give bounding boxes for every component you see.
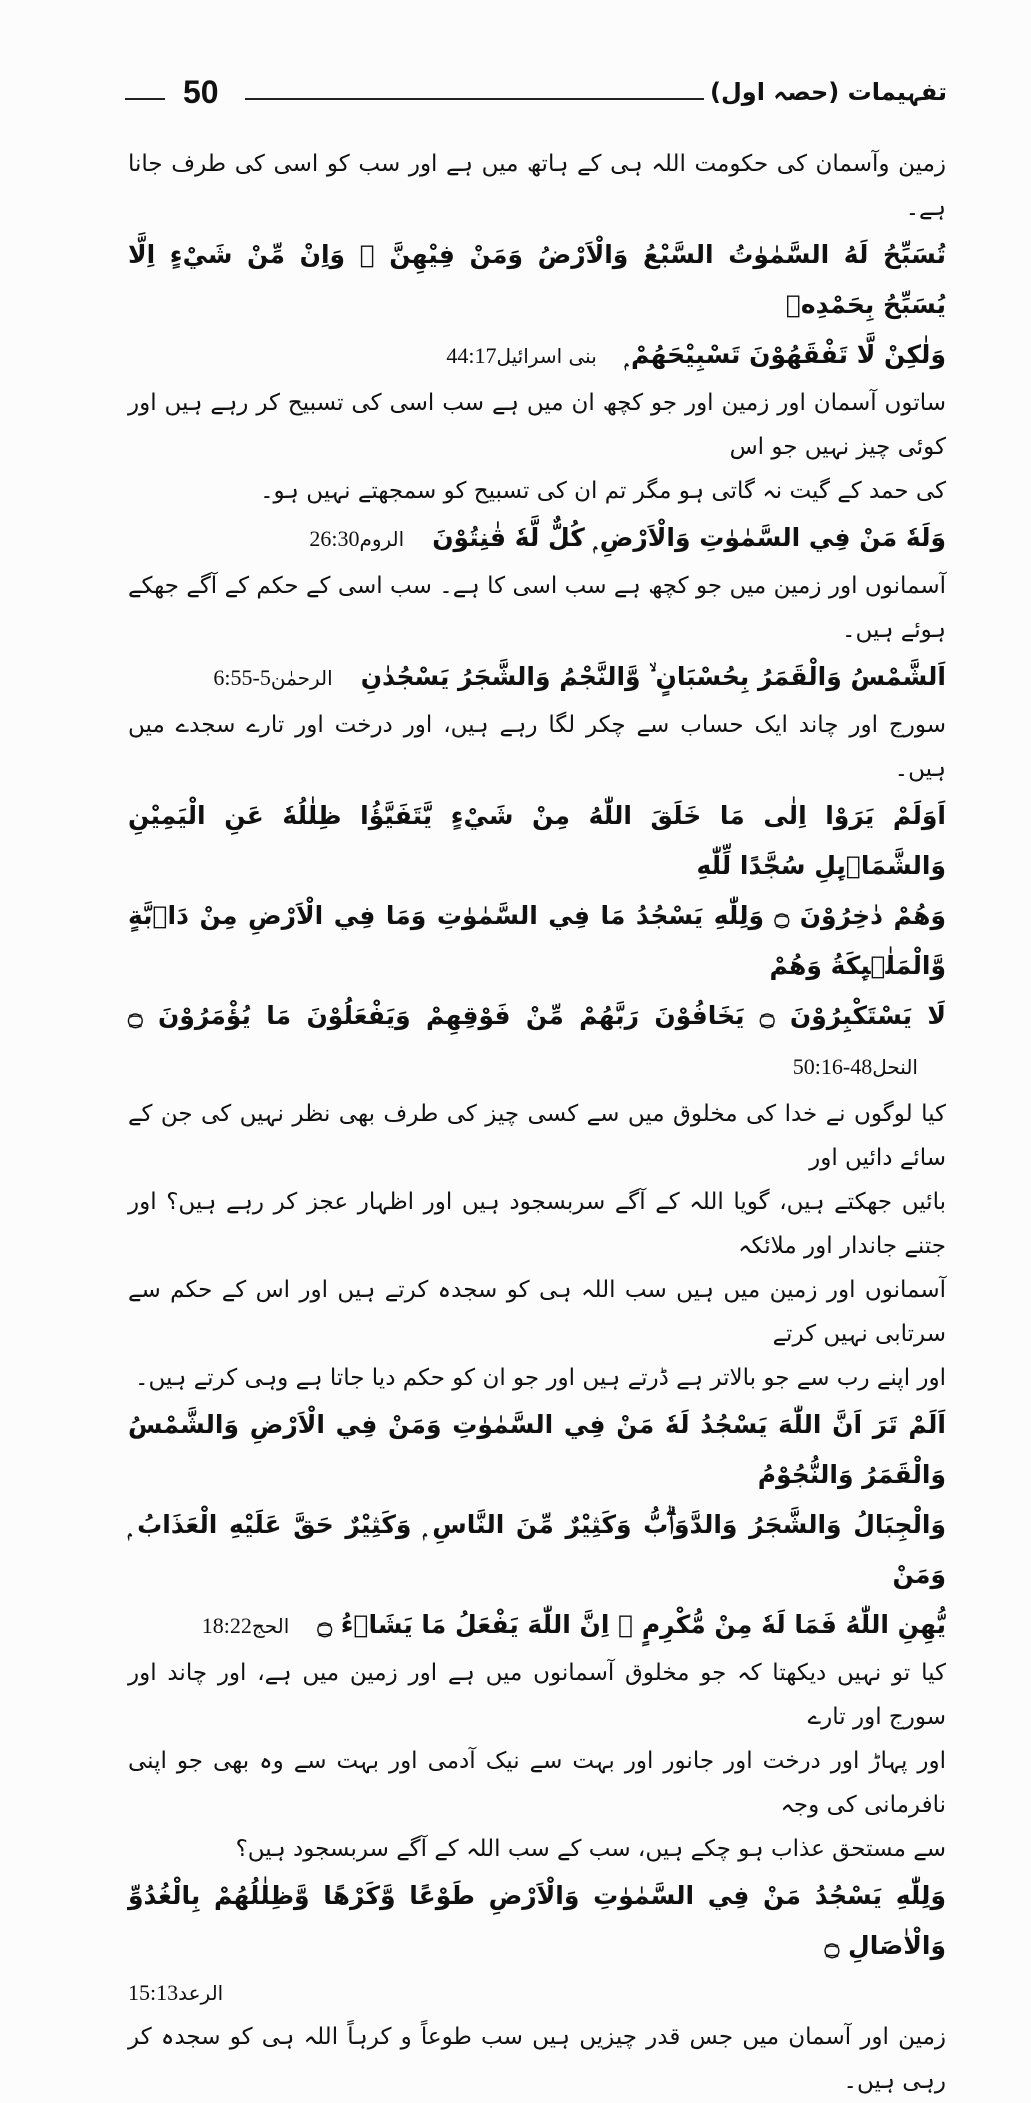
verse-reference-line [128,1971,946,2015]
book-title: تفہیمات (حصہ اول) [704,78,947,106]
quran-verse-line [128,652,946,703]
verse-reference [309,514,404,564]
line-text: يُّهِنِ اللّٰهُ فَمَا لَهٗ مِنْ مُّكْرِمٍ ۭ اِنَّ اللّٰهَ يَفْعَلُ مَا يَشَاۗءُ ۝ [317,1610,946,1639]
verse-number: 44:17 [446,343,497,368]
line-text: آسمانوں اور زمین میں ہیں سب اللہ ہی کو سجدہ کرتے ہیں اور اس کے حکم سے سرتابی نہیں کرتے [128,1277,946,1347]
urdu-translation-line [128,2015,946,2103]
quran-verse-line [128,230,946,330]
urdu-translation-line [128,1092,946,1180]
line-text: اور اپنے رب سے جو بالاتر ہے ڈرتے ہیں اور جو ان کو حکم دیا جاتا ہے وہی کرتے ہیں۔ [134,1365,946,1391]
surah-name: الحج [251,1614,290,1638]
urdu-translation-line [128,1827,946,1871]
verse-reference [213,653,332,703]
header-rule [245,98,717,100]
line-text: کیا تو نہیں دیکھتا کہ جو مخلوق آسمانوں میں ہے اور زمین میں ہے، اور چاند اور سورج اور تارے [128,1660,946,1730]
line-text: وَالْجِبَالُ وَالشَّجَرُ وَالدَّوَاۗبُّ وَكَثِيْرٌ مِّنَ النَّاسِ ۭ وَكَثِيْرٌ حَقَّ عَلَيْهِ الْعَذَابُ ۭ وَمَنْ [128,1510,946,1589]
line-text: وَلِلّٰهِ يَسْجُدُ مَنْ فِي السَّمٰوٰتِ وَالْاَرْضِ طَوْعًا وَّكَرْهًا وَّظِلٰلُهُمْ بِالْغُدُوِّ وَالْاٰصَالِ ۝ [128,1881,946,1960]
line-text: وَلٰكِنْ لَّا تَفْقَهُوْنَ تَسْبِيْحَهُمْ ۭ [624,340,946,369]
page-number: 50 [183,74,219,110]
verse-reference [202,1601,290,1651]
verse-number: 15:13 [128,1980,179,2005]
line-text: اَوَلَمْ يَرَوْا اِلٰى مَا خَلَقَ اللّٰهُ مِنْ شَيْءٍ يَّتَفَيَّؤُا ظِلٰلُهٗ عَنِ الْيَمِيْنِ وَالشَّمَاۗىِٕلِ سُجَّدًا لِّلّٰهِ [128,801,946,880]
line-text: کیا لوگوں نے خدا کی مخلوق میں سے کسی چیز کی طرف بھی نظر نہیں کی جن کے سائے دائیں اور [128,1101,946,1171]
urdu-translation-line [128,469,946,513]
urdu-translation-line [128,1651,946,1739]
line-text: وَلَهٗ مَنْ فِي السَّمٰوٰتِ وَالْاَرْضِ ۭ كُلٌّ لَّهٗ قٰنِتُوْنَ [432,523,946,552]
page-body [128,142,946,2103]
line-text: لَا يَسْتَكْبِرُوْنَ ۝ يَخَافُوْنَ رَبَّهُمْ مِّنْ فَوْقِهِمْ وَيَفْعَلُوْنَ مَا يُؤْمَرُوْنَ ۝ [128,1001,946,1030]
line-text: ساتوں آسمان اور زمین اور جو کچھ ان میں ہے سب اسی کی تسبیح کر رہے ہیں اور کوئی چیز نہیں جو اس [128,390,946,460]
line-text: زمین اور آسمان میں جس قدر چیزیں ہیں سب طوعاً و کرہاً اللہ ہی کو سجدہ کر رہی ہیں۔ [128,2024,946,2094]
verse-number: 48-50:16 [792,1054,873,1079]
line-text: بائیں جھکتے ہیں، گویا اللہ کے آگے سربسجود ہیں اور اظہار عجز کر رہے ہیں؟ اور جتنے جاندار اور ملائکہ [128,1189,946,1259]
urdu-translation-line [128,1180,946,1268]
line-text: وَهُمْ دٰخِرُوْنَ ۝ وَلِلّٰهِ يَسْجُدُ مَا فِي السَّمٰوٰتِ وَمَا فِي الْاَرْضِ مِنْ دَاۗبَّةٍ وَّالْمَلٰۗىِٕكَةُ وَهُمْ [128,901,946,980]
line-text: اور پہاڑ اور درخت اور جانور اور بہت سے نیک آدمی اور بہت سے وہ بھی جو اپنی نافرمانی کی وجہ [128,1748,946,1818]
line-text: سورج اور چاند ایک حساب سے چکر لگا رہے ہیں، اور درخت اور تارے سجدے میں ہیں۔ [128,712,946,782]
quran-verse-line [128,1500,946,1600]
verse-reference [446,331,596,381]
surah-name: الرعد [178,1981,224,2005]
urdu-translation-line [128,1268,946,1356]
verse-reference [793,1042,918,1092]
urdu-translation-line [128,1739,946,1827]
quran-verse-line [128,330,946,381]
surah-name: الرحمٰن [270,666,333,690]
line-text: تُسَبِّحُ لَهُ السَّمٰوٰتُ السَّبْعُ وَالْاَرْضُ وَمَنْ فِيْهِنَّ ۭ وَاِنْ مِّنْ شَيْءٍ اِلَّا يُسَبِّحُ بِحَمْدِهٖ [128,240,946,319]
surah-name: بنی اسرائیل [496,344,597,368]
quran-verse-line [128,991,946,1092]
verse-number: 5-6:55 [213,665,271,690]
page-header [125,74,947,118]
verse-number: 26:30 [309,526,360,551]
verse-number: 18:22 [201,1613,252,1638]
line-text: زمین وآسمان کی حکومت اللہ ہی کے ہاتھ میں ہے اور سب کو اسی کی طرف جانا ہے۔ [128,151,946,221]
quran-verse-line [128,1871,946,1971]
line-text: اَلشَّمْسُ وَالْقَمَرُ بِحُسْبَانٍ ۙ وَّالنَّجْمُ وَالشَّجَرُ يَسْجُدٰنِ [360,662,946,691]
urdu-translation-line [128,564,946,652]
quran-verse-line [128,513,946,564]
line-text: آسمانوں اور زمین میں جو کچھ ہے سب اسی کا ہے۔ سب اسی کے حکم کے آگے جھکے ہوئے ہیں۔ [128,573,946,643]
header-dash [125,98,165,100]
quran-verse-line [128,791,946,891]
urdu-translation-line [128,1356,946,1400]
surah-name: الروم [359,527,405,551]
line-text: اَلَمْ تَرَ اَنَّ اللّٰهَ يَسْجُدُ لَهٗ مَنْ فِي السَّمٰوٰتِ وَمَنْ فِي الْاَرْضِ وَالشَّمْسُ وَالْقَمَرُ وَالنُّجُوْمُ [128,1410,946,1489]
quran-verse-line [128,1400,946,1500]
quran-verse-line [128,891,946,991]
line-text: کی حمد کے گیت نہ گاتی ہو مگر تم ان کی تسبیح کو سمجھتے نہیں ہو۔ [260,478,946,504]
urdu-translation-line [128,381,946,469]
quran-verse-line [128,1600,946,1651]
urdu-translation-line [128,142,946,230]
line-text: سے مستحق عذاب ہو چکے ہیں، سب کے سب اللہ کے آگے سربسجود ہیں؟ [235,1836,946,1862]
verse-reference [128,1971,223,2015]
surah-name: النحل [872,1055,918,1079]
urdu-translation-line [128,703,946,791]
